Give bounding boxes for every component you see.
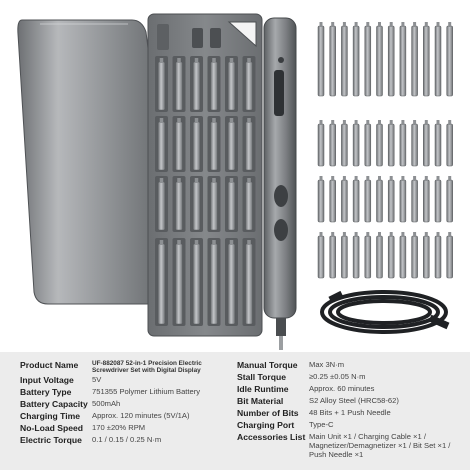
bit-tip xyxy=(355,176,358,181)
electric-screwdriver xyxy=(264,18,296,350)
bit xyxy=(388,180,394,222)
bit xyxy=(330,124,336,166)
bit-tip xyxy=(378,22,381,27)
spec-row-stall-torque xyxy=(237,372,365,382)
bit-tip xyxy=(437,176,440,181)
bit-tip xyxy=(413,120,416,125)
bit xyxy=(193,244,200,324)
bit xyxy=(211,122,218,170)
bit xyxy=(341,26,347,96)
bit-tip xyxy=(366,22,369,27)
bit-tip xyxy=(390,176,393,181)
bit-tip xyxy=(212,58,216,63)
bit xyxy=(341,180,347,222)
bit-tip xyxy=(230,118,234,123)
spec-value: UF-882087 52-in-1 Precision Electric Screwdriver Set with Digital Display xyxy=(92,360,202,375)
bit-tip xyxy=(195,240,199,245)
spec-label: Idle Runtime xyxy=(237,384,289,394)
spec-value: 0.1 / 0.15 / 0.25 N·m xyxy=(92,435,162,444)
bit xyxy=(365,124,371,166)
bit xyxy=(353,180,359,222)
bit-tip xyxy=(177,118,181,123)
spec-value: 48 Bits + 1 Push Needle xyxy=(309,408,391,417)
bit-tip xyxy=(413,22,416,27)
bit xyxy=(211,182,218,230)
bit-tip xyxy=(331,22,334,27)
spec-label: Bit Material xyxy=(237,396,284,406)
bit-tip xyxy=(378,120,381,125)
bit-tray xyxy=(148,14,262,336)
bit-tip xyxy=(343,232,346,237)
bit-tip xyxy=(437,232,440,237)
spec-row-accessories-list xyxy=(237,432,457,459)
spec-value: 5V xyxy=(92,375,102,384)
bit-tip xyxy=(425,232,428,237)
bit xyxy=(388,26,394,96)
bit-tip xyxy=(437,120,440,125)
bit-tip xyxy=(212,118,216,123)
bit-tip xyxy=(366,120,369,125)
bit-tip xyxy=(230,178,234,183)
bit xyxy=(318,124,324,166)
bit-tip xyxy=(195,178,199,183)
bit-tip xyxy=(366,232,369,237)
spec-row-battery-type xyxy=(20,387,200,397)
bit-tip xyxy=(160,240,164,245)
bit xyxy=(318,26,324,96)
spec-value: Approx. 120 minutes (5V/1A) xyxy=(92,411,190,420)
spec-row-product-name xyxy=(20,360,222,375)
spec-label: Charging Time xyxy=(20,411,81,421)
spec-label: Manual Torque xyxy=(237,360,298,370)
bit xyxy=(447,236,453,278)
bit xyxy=(341,124,347,166)
bit xyxy=(228,62,235,110)
charging-cable xyxy=(322,292,448,332)
bit xyxy=(412,124,418,166)
bit xyxy=(377,124,383,166)
spec-row-input-voltage xyxy=(20,375,101,385)
bit-tip xyxy=(401,120,404,125)
bit xyxy=(176,122,183,170)
bit xyxy=(377,26,383,96)
bit xyxy=(447,26,453,96)
bit xyxy=(400,180,406,222)
bit xyxy=(341,236,347,278)
spec-label: Battery Capacity xyxy=(20,399,88,409)
bit-tip xyxy=(247,118,251,123)
bit-tip xyxy=(177,178,181,183)
bit xyxy=(388,124,394,166)
bit xyxy=(228,182,235,230)
bit xyxy=(353,124,359,166)
spec-row-bit-material xyxy=(237,396,399,406)
bit xyxy=(435,26,441,96)
spec-label: Number of Bits xyxy=(237,408,299,418)
bit-tip xyxy=(355,120,358,125)
bit-tip xyxy=(195,118,199,123)
bit xyxy=(435,236,441,278)
spec-label: Battery Type xyxy=(20,387,72,397)
spec-row-battery-capacity xyxy=(20,399,120,409)
bit xyxy=(211,62,218,110)
loose-bit-rows xyxy=(318,22,453,278)
bit xyxy=(423,236,429,278)
bit-tip xyxy=(448,120,451,125)
bit xyxy=(412,236,418,278)
bit-tip xyxy=(355,22,358,27)
bit-tip xyxy=(160,58,164,63)
bit xyxy=(412,180,418,222)
bit xyxy=(246,122,253,170)
bit xyxy=(435,180,441,222)
bit-tip xyxy=(212,178,216,183)
bit-tip xyxy=(448,22,451,27)
bit-tip xyxy=(401,232,404,237)
spec-value: 751355 Polymer Lithium Battery xyxy=(92,387,201,396)
bit xyxy=(193,182,200,230)
spec-row-electric-torque xyxy=(20,435,161,445)
spec-label: Stall Torque xyxy=(237,372,287,382)
spec-value: Max 3N·m xyxy=(309,360,345,369)
bit xyxy=(246,62,253,110)
bit-tip xyxy=(177,58,181,63)
bit-tip xyxy=(343,176,346,181)
spec-row-number-of-bits xyxy=(237,408,391,418)
bit xyxy=(176,182,183,230)
bit xyxy=(412,26,418,96)
bit xyxy=(388,236,394,278)
bit-tip xyxy=(425,22,428,27)
spec-value: S2 Alloy Steel (HRC58-62) xyxy=(309,396,399,405)
bit xyxy=(211,244,218,324)
bit-tip xyxy=(401,22,404,27)
spec-value: Type-C xyxy=(309,420,334,429)
bit xyxy=(400,124,406,166)
spec-row-charging-port xyxy=(237,420,333,430)
bit-tip xyxy=(355,232,358,237)
bit-tip xyxy=(413,232,416,237)
spec-row-no-load-speed xyxy=(20,423,145,433)
bit-tip xyxy=(320,120,323,125)
bit xyxy=(330,180,336,222)
bit-tip xyxy=(425,176,428,181)
spec-label: Accessories List xyxy=(237,432,306,442)
bit-tip xyxy=(212,240,216,245)
bit xyxy=(423,124,429,166)
bit-tip xyxy=(343,22,346,27)
bit xyxy=(423,180,429,222)
spec-row-idle-runtime xyxy=(237,384,374,394)
bit-tip xyxy=(437,22,440,27)
spec-value: Main Unit ×1 / Charging Cable ×1 / Magnetizer/Demagnetizer ×1 / Bit Set ×1 / Push Needle ×1 xyxy=(309,432,451,459)
spec-value: Approx. 60 minutes xyxy=(309,384,375,393)
bit xyxy=(330,236,336,278)
bit xyxy=(193,62,200,110)
bit-tip xyxy=(378,176,381,181)
bit-tip xyxy=(177,240,181,245)
bit xyxy=(246,244,253,324)
bit xyxy=(158,62,165,110)
bit-tip xyxy=(160,118,164,123)
bit-tip xyxy=(343,120,346,125)
bit xyxy=(423,26,429,96)
bit xyxy=(447,124,453,166)
bit xyxy=(353,26,359,96)
bit-tip xyxy=(247,240,251,245)
bit xyxy=(377,180,383,222)
bit xyxy=(435,124,441,166)
bit xyxy=(228,122,235,170)
bit-tip xyxy=(366,176,369,181)
spec-label: Charging Port xyxy=(237,420,295,430)
bit-tip xyxy=(230,58,234,63)
bit-tip xyxy=(390,232,393,237)
bit xyxy=(176,244,183,324)
bit-tip xyxy=(378,232,381,237)
bit-tip xyxy=(401,176,404,181)
bit-tip xyxy=(320,22,323,27)
bit xyxy=(158,244,165,324)
bit xyxy=(365,180,371,222)
bit-tip xyxy=(448,176,451,181)
bit xyxy=(377,236,383,278)
spec-row-manual-torque xyxy=(237,360,344,370)
bit-tip xyxy=(425,120,428,125)
bit-tip xyxy=(331,232,334,237)
bit xyxy=(447,180,453,222)
bit xyxy=(193,122,200,170)
bit-tip xyxy=(247,58,251,63)
spec-label: No-Load Speed xyxy=(20,423,84,433)
spec-value: 170 ±20% RPM xyxy=(92,423,146,432)
spec-label: Product Name xyxy=(20,360,79,370)
spec-label: Input Voltage xyxy=(20,375,74,385)
bit-tip xyxy=(247,178,251,183)
bit-tip xyxy=(390,22,393,27)
bit xyxy=(353,236,359,278)
bit xyxy=(330,26,336,96)
bit xyxy=(158,122,165,170)
spec-row-charging-time xyxy=(20,411,190,421)
bit-tip xyxy=(160,178,164,183)
spec-value: 500mAh xyxy=(92,399,121,408)
bit xyxy=(176,62,183,110)
bit-tip xyxy=(448,232,451,237)
bit-tip xyxy=(331,120,334,125)
spec-label: Electric Torque xyxy=(20,435,82,445)
bit-tip xyxy=(320,232,323,237)
bit-tip xyxy=(413,176,416,181)
bit xyxy=(158,182,165,230)
bit-tip xyxy=(230,240,234,245)
bit xyxy=(228,244,235,324)
bit xyxy=(365,236,371,278)
bit-tip xyxy=(331,176,334,181)
bit xyxy=(246,182,253,230)
bit xyxy=(318,180,324,222)
specifications-panel xyxy=(0,352,470,470)
bit xyxy=(400,236,406,278)
bit-tip xyxy=(390,120,393,125)
bit-tip xyxy=(320,176,323,181)
bit xyxy=(365,26,371,96)
bit-tip xyxy=(195,58,199,63)
bit xyxy=(318,236,324,278)
bit xyxy=(400,26,406,96)
spec-value: ≥0.25 ±0.05 N·m xyxy=(309,372,366,381)
